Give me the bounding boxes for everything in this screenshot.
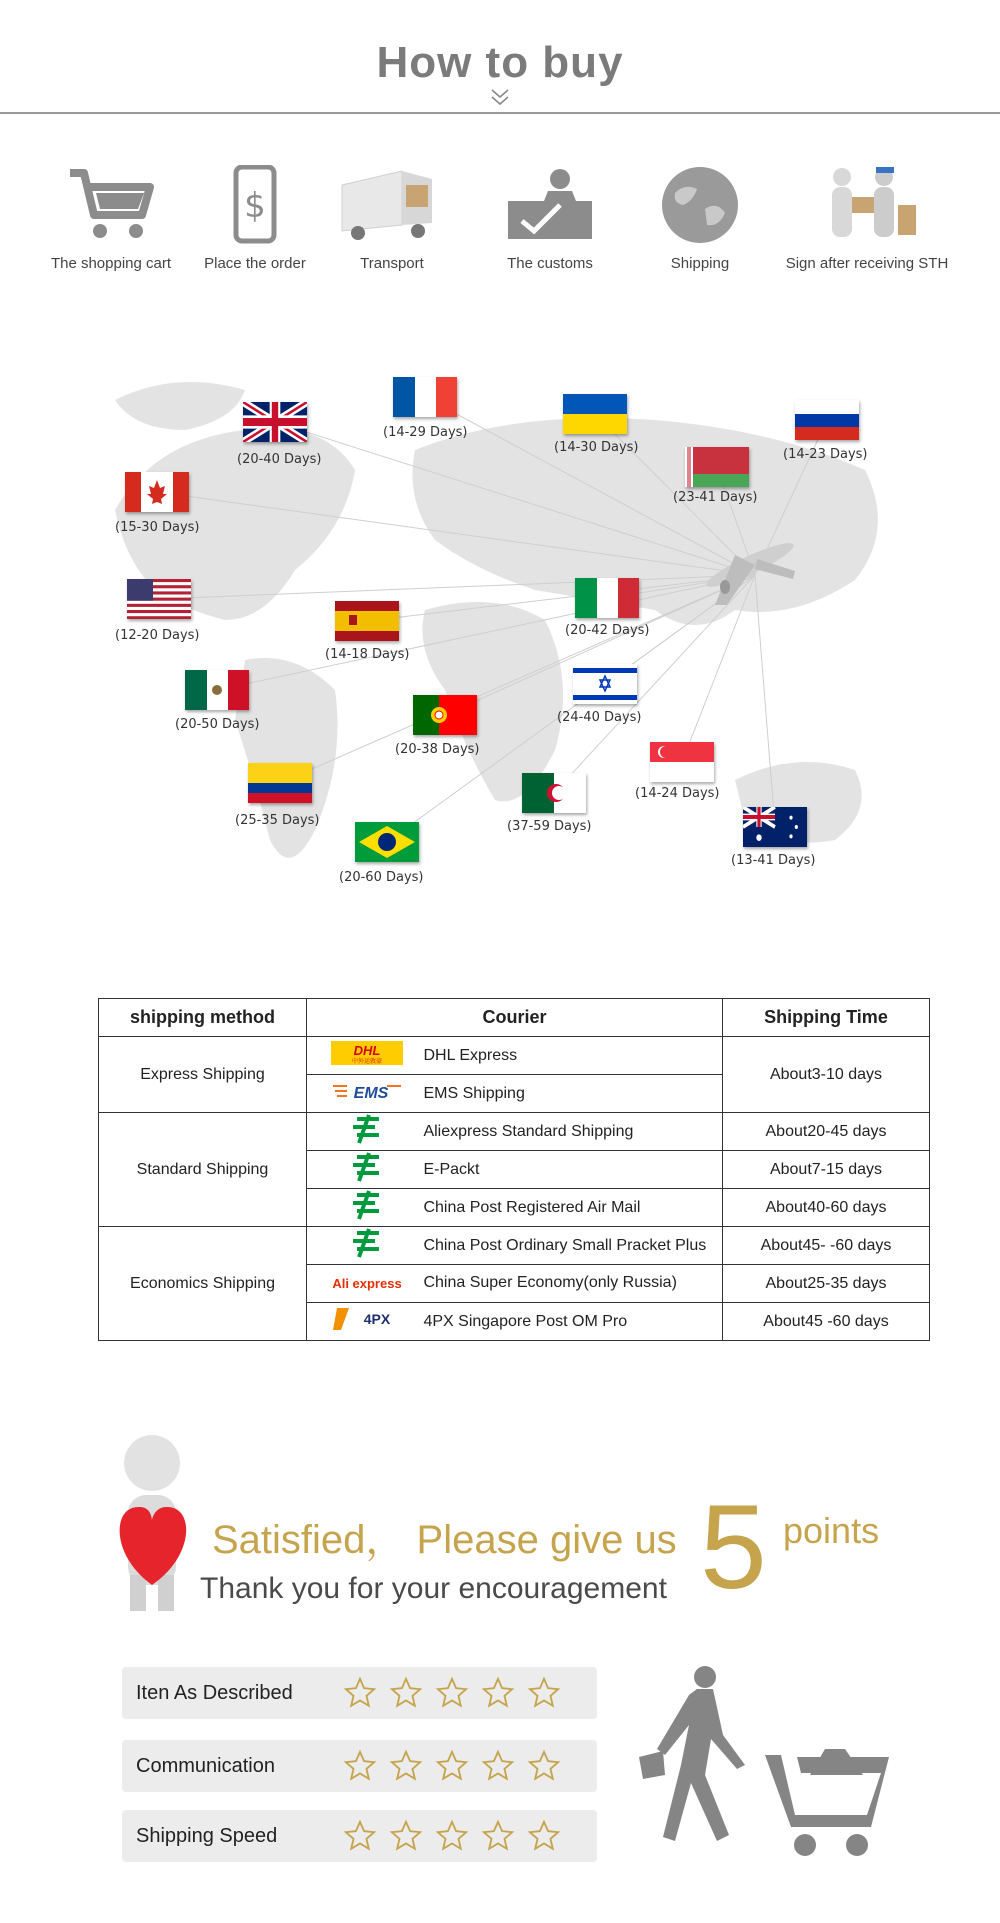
courier-name: EMS Shipping <box>423 1084 525 1102</box>
china-post-icon <box>327 1228 407 1263</box>
flag-australia <box>743 807 807 847</box>
method-cell: Express Shipping <box>99 1037 307 1113</box>
star-icon[interactable] <box>432 1676 472 1710</box>
courier-cell <box>307 1151 723 1189</box>
time-cell: About20-45 days <box>723 1113 930 1151</box>
flag-algeria <box>522 773 586 813</box>
china-post-icon <box>327 1114 407 1149</box>
flag-usa <box>127 579 191 619</box>
days-belarus: (23-41 Days) <box>673 490 758 505</box>
time-cell: About45- -60 days <box>723 1227 930 1265</box>
4px-logo <box>327 1306 407 1337</box>
days-usa: (12-20 Days) <box>115 628 200 643</box>
flag-canada <box>125 472 189 512</box>
step-label: Place the order <box>204 255 306 272</box>
flag-israel <box>573 664 637 704</box>
flag-italy <box>575 578 639 618</box>
flag-uk <box>243 402 307 442</box>
courier-name: 4PX Singapore Post OM Pro <box>423 1312 628 1330</box>
days-france: (14-29 Days) <box>383 425 468 440</box>
rating-item-described <box>122 1667 597 1719</box>
days-italy: (20-42 Days) <box>565 623 650 638</box>
star-rating[interactable] <box>340 1749 570 1788</box>
rating-communication <box>122 1740 597 1792</box>
rating-label: Communication <box>136 1755 275 1777</box>
star-icon[interactable] <box>524 1749 564 1783</box>
days-singapore: (14-24 Days) <box>635 786 720 801</box>
table-row <box>99 1227 930 1265</box>
table-header-row <box>99 999 930 1037</box>
courier-cell <box>307 1227 723 1265</box>
star-icon[interactable] <box>432 1749 472 1783</box>
courier-name: DHL Express <box>423 1046 518 1064</box>
five-points-number: 5 <box>700 1480 767 1614</box>
courier-cell <box>307 1075 723 1113</box>
flag-singapore <box>650 742 714 782</box>
svg-text:$: $ <box>244 186 266 226</box>
time-cell: About25-35 days <box>723 1265 930 1303</box>
4px-logo-text: 4PX <box>363 1311 391 1327</box>
heart-person-icon <box>110 1435 210 1615</box>
flag-brazil <box>355 822 419 862</box>
courier-cell <box>307 1037 723 1075</box>
satisfied-text: Satisfied， Please give us <box>212 1518 677 1562</box>
courier-cell <box>307 1303 723 1341</box>
days-canada: (15-30 Days) <box>115 520 200 535</box>
flag-mexico <box>185 670 249 710</box>
star-rating[interactable] <box>340 1676 570 1715</box>
step-label: The customs <box>507 255 593 272</box>
points-text: points <box>783 1510 880 1551</box>
flag-russia <box>795 400 859 440</box>
step-sign-receive <box>777 165 957 295</box>
step-label: Sign after receiving STH <box>785 255 949 272</box>
courier-name: Aliexpress Standard Shipping <box>423 1122 634 1140</box>
column-header: Shipping Time <box>723 999 930 1037</box>
star-icon[interactable] <box>478 1819 518 1853</box>
flag-ukraine <box>563 394 627 434</box>
time-cell: About40-60 days <box>723 1189 930 1227</box>
step-label: Shipping <box>670 255 730 272</box>
shopping-cart-icon <box>66 165 156 245</box>
courier-cell <box>307 1113 723 1151</box>
shipping-table <box>98 998 930 1341</box>
courier-cell <box>307 1189 723 1227</box>
time-cell: About3-10 days <box>723 1037 930 1113</box>
world-shipping-map <box>95 360 945 920</box>
method-cell: Standard Shipping <box>99 1113 307 1227</box>
phone-dollar-icon <box>210 165 300 245</box>
ems-logo <box>327 1080 407 1107</box>
step-transport <box>307 165 477 295</box>
column-header: shipping method <box>99 999 307 1037</box>
star-icon[interactable] <box>478 1676 518 1710</box>
days-ukraine: (14-30 Days) <box>554 440 639 455</box>
rating-shipping-speed <box>122 1810 597 1862</box>
dhl-logo-text: DHL <box>353 1043 381 1058</box>
flag-portugal <box>413 695 477 735</box>
courier-name: China Post Ordinary Small Pracket Plus <box>423 1236 707 1254</box>
truck-icon <box>332 165 452 245</box>
star-icon[interactable] <box>478 1749 518 1783</box>
time-cell: About45 -60 days <box>723 1303 930 1341</box>
column-header: Courier <box>307 999 723 1037</box>
star-icon[interactable] <box>340 1749 380 1783</box>
days-israel: (24-40 Days) <box>557 710 642 725</box>
days-spain: (14-18 Days) <box>325 647 410 662</box>
days-uk: (20-40 Days) <box>237 452 322 467</box>
courier-name: E-Packt <box>423 1160 480 1178</box>
flag-belarus <box>685 447 749 487</box>
china-post-icon <box>327 1152 407 1187</box>
step-label: Transport <box>360 255 424 272</box>
rating-label: Shipping Speed <box>136 1825 278 1847</box>
days-mexico: (20-50 Days) <box>175 717 260 732</box>
star-icon[interactable] <box>524 1819 564 1853</box>
days-portugal: (20-38 Days) <box>395 742 480 757</box>
header-divider <box>0 112 1000 114</box>
globe-icon <box>655 165 745 245</box>
days-algeria: (37-59 Days) <box>507 819 592 834</box>
star-icon[interactable] <box>340 1819 380 1853</box>
thanks-text: Thank you for your encouragement <box>200 1572 667 1605</box>
days-colombia: (25-35 Days) <box>235 813 320 828</box>
star-icon[interactable] <box>340 1676 380 1710</box>
china-post-icon <box>327 1190 407 1225</box>
method-cell: Economics Shipping <box>99 1227 307 1341</box>
rating-label: Iten As Described <box>136 1682 293 1704</box>
courier-name: China Post Registered Air Mail <box>423 1198 641 1216</box>
ems-logo-text: EMS <box>353 1085 389 1102</box>
star-icon[interactable] <box>386 1676 426 1710</box>
days-australia: (13-41 Days) <box>731 853 816 868</box>
step-shipping <box>615 165 785 295</box>
time-cell: About7-15 days <box>723 1151 930 1189</box>
days-brazil: (20-60 Days) <box>339 870 424 885</box>
customs-icon <box>500 165 600 245</box>
world-map-background <box>95 360 945 920</box>
star-icon[interactable] <box>386 1819 426 1853</box>
shopper-with-cart-icon <box>605 1665 905 1865</box>
page-title: How to buy <box>376 38 624 87</box>
delivery-person-icon <box>812 165 922 245</box>
table-row <box>99 1113 930 1151</box>
courier-name: China Super Economy(only Russia) <box>423 1274 677 1292</box>
days-russia: (14-23 Days) <box>783 447 868 462</box>
star-rating[interactable] <box>340 1819 570 1858</box>
chevron-down-icon <box>487 84 513 110</box>
step-customs <box>465 165 635 295</box>
star-icon[interactable] <box>386 1749 426 1783</box>
dhl-logo <box>327 1041 407 1070</box>
star-icon[interactable] <box>524 1676 564 1710</box>
flag-spain <box>335 601 399 641</box>
courier-cell <box>307 1265 723 1303</box>
aliexpress-logo: Ali express <box>332 1275 402 1291</box>
airplane-icon <box>695 525 805 625</box>
flag-colombia <box>248 763 312 803</box>
flag-france <box>393 377 457 417</box>
dhl-logo-subtext: 中外运敦豪 <box>351 1058 383 1065</box>
star-icon[interactable] <box>432 1819 472 1853</box>
step-label: The shopping cart <box>50 255 172 272</box>
table-row <box>99 1037 930 1075</box>
